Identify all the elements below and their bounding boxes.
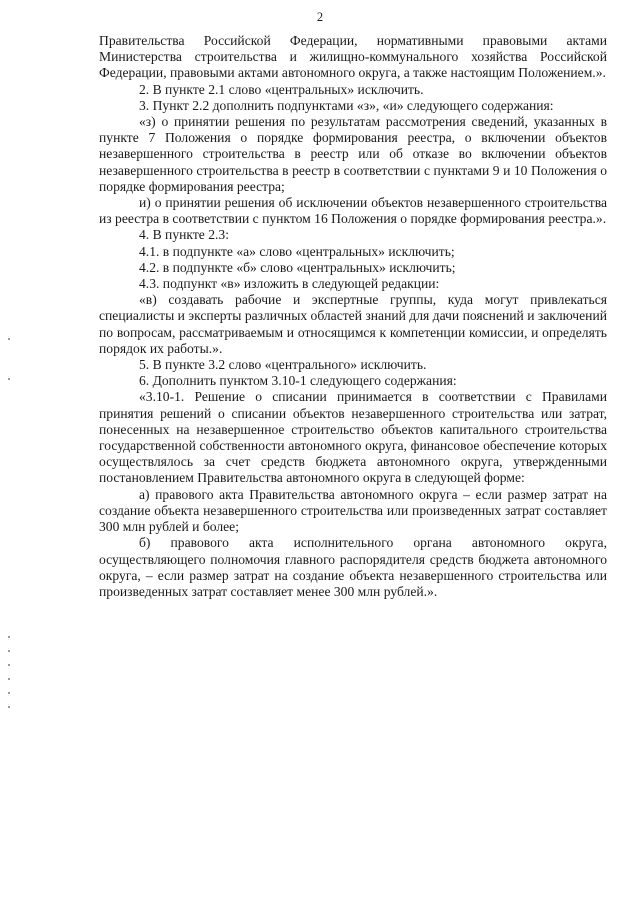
paragraph-item-5: 5. В пункте 3.2 слово «центрального» исключить. bbox=[139, 357, 427, 373]
paragraph-item-3-10-1: «3.10-1. Решение о списании принимается в соответствии с Правилами принятия решений о списании объектов незавершенного строительства или затрат, понесенных на незавершенное строительство объектов капитального строительства государственной собственности автономного округа, финансовое обеспечение которых осуществлялось за счет средств бюджета автономного округа, утвержденными постановлением Правительства автономного округа в следующей форме: bbox=[99, 389, 607, 486]
paragraph-item-6: 6. Дополнить пунктом 3.10-1 следующего содержания: bbox=[139, 373, 457, 389]
paragraph-subitem-i: и) о принятии решения об исключении объектов незавершенного строительства из реестра в соответствии с пунктом 16 Положения о порядке формирования реестра.». bbox=[99, 195, 607, 227]
paragraph-continuation: Правительства Российской Федерации, нормативными правовыми актами Министерства строительства и жилищно-коммунального хозяйства Российской Федерации, правовыми актами автономного округа, а также настоящим Положением.». bbox=[99, 33, 607, 81]
paragraph-item-4-2: 4.2. в подпункте «б» слово «центральных» исключить; bbox=[139, 259, 456, 275]
paragraph-subitem-b: б) правового акта исполнительного органа автономного округа, осуществляющего полномочия главного распорядителя средств бюджета автономного округа, – если размер затрат на создание объекта незавершенного строительства или произведенных затрат составляет менее 300 млн рублей.». bbox=[99, 535, 607, 599]
scan-margin-marks bbox=[8, 0, 12, 905]
paragraph-item-2: 2. В пункте 2.1 слово «центральных» исключить. bbox=[139, 81, 424, 97]
paragraph-subitem-v: «в) создавать рабочие и экспертные группы, куда могут привлекаться специалисты и эксперты различных областей знаний для дачи пояснений и заключений по вопросам, рассматриваемым и относящимся к компетенции комиссии, и определять порядок их работы.». bbox=[99, 292, 607, 356]
paragraph-item-4: 4. В пункте 2.3: bbox=[139, 227, 229, 243]
paragraph-item-4-1: 4.1. в подпункте «а» слово «центральных» исключить; bbox=[139, 243, 455, 259]
page-number: 2 bbox=[316, 10, 324, 24]
document-body bbox=[99, 33, 607, 600]
paragraph-item-4-3: 4.3. подпункт «в» изложить в следующей редакции: bbox=[139, 276, 440, 292]
paragraph-subitem-z: «з) о принятии решения по результатам рассмотрения сведений, указанных в пункте 7 Положения о порядке формирования реестра, о включении объектов незавершенного строительства в реестр или об отказе во включении объектов незавершенного строительства в реестр в соответствии с пунктами 9 и 10 Положения о порядке формирования реестра; bbox=[99, 114, 607, 194]
paragraph-subitem-a: а) правового акта Правительства автономного округа – если размер затрат на создание объекта незавершенного строительства или произведенных затрат составляет 300 млн рублей и более; bbox=[99, 486, 607, 535]
paragraph-item-3: 3. Пункт 2.2 дополнить подпунктами «з», «и» следующего содержания: bbox=[139, 97, 554, 113]
